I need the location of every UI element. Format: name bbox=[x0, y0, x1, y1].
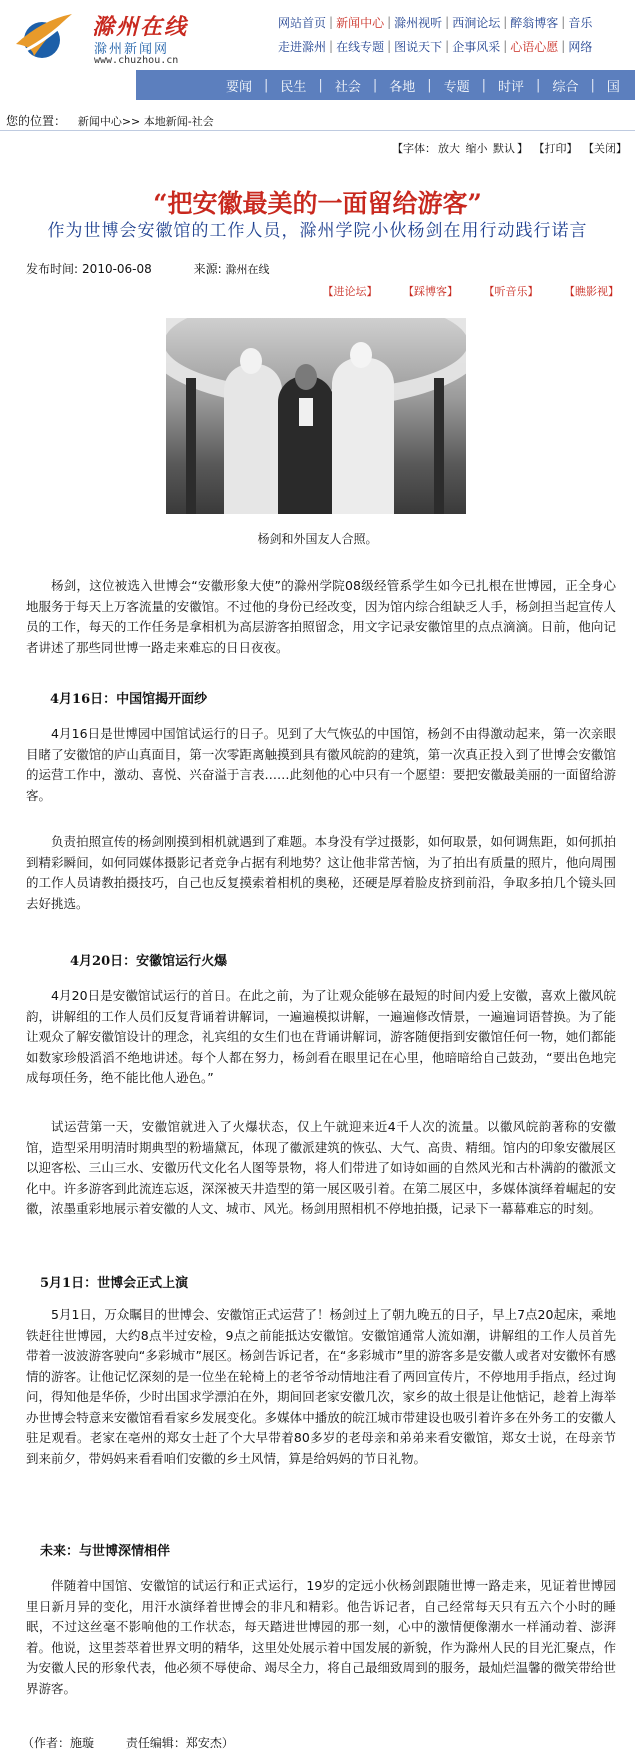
topnav-link-chuzhou[interactable]: 走进滁州 bbox=[278, 39, 327, 54]
mainnav-item-headlines[interactable]: 要闻 bbox=[226, 79, 253, 95]
paragraph-future: 伴随着中国馆、安徽馆的试运行和正式运行，19岁的定远小伙杨剑跟随世博一路走来，见证着世博园里日新月异的变化，用汗水演绎着世博会的非凡和精彩。他告诉记者，自己经常每天只有五六个小时的睡眠，不过这丝毫不影响他的工作状态，每天踏进世博园的那一刻，心中的激情便像潮水一样涌动着、澎湃着。他说，这里荟萃着世界文明的精华，这里处处展示着中国发展的新貌，作为滁州人民的目光汇聚点，作为安徽人民的形象代表，他必须不辱使命、竭尽全力，将自己最细致周到的服务，最灿烂温馨的微笑带给世界游客。 bbox=[26, 1578, 616, 1696]
related-link-forum[interactable]: 【进论坛】 bbox=[322, 285, 378, 298]
section-heading-future: 未来：与世博深情相伴 bbox=[40, 1544, 171, 1559]
source-value: 滁州在线 bbox=[225, 263, 270, 276]
article-meta bbox=[26, 260, 270, 277]
section-heading-may1: 5月1日：世博会正式上演 bbox=[40, 1276, 189, 1291]
paragraph-intro: 杨剑，这位被选入世博会“安徽形象大使”的滁州学院08级经管系学生如今已扎根在世博园，正全身心地服务于每天上万客流量的安徽馆。不过他的身份已经改变，因为馆内综合组缺乏人手，杨剑担当起宣传人员的工作，每天的工作任务是拿相机为高层游客拍照留念，用文字记录安徽馆里的点点滴滴。日前，他向记者讲述了那些同世博一路走来难忘的日日夜夜。 bbox=[26, 578, 616, 655]
related-links bbox=[301, 283, 620, 299]
site-logo[interactable] bbox=[8, 4, 188, 66]
topnav-link-music[interactable]: 音乐 bbox=[568, 15, 593, 30]
mainnav-item-society[interactable]: 社会 bbox=[334, 79, 361, 95]
font-size-label: 【字体： bbox=[392, 142, 436, 155]
topnav-link-forum[interactable]: 西涧论坛 bbox=[452, 15, 501, 30]
font-default-button[interactable]: 默认 bbox=[493, 142, 515, 155]
mainnav-item-general[interactable]: 综合 bbox=[552, 79, 579, 95]
breadcrumb-divider bbox=[0, 130, 635, 131]
paragraph-apr20-1: 4月20日是安徽馆试运行的首日。在此之前，为了让观众能够在最短的时间内爱上安徽，喜欢上徽风皖韵，讲解组的工作人员们反复背诵着讲解词，一遍遍模拟讲解，一遍遍修改情景，一遍遍词语替换。为了能让观众了解安徽馆设计的理念，礼宾组的女生们也在背诵讲解词，游客随便指到安徽馆任何一物，她们都能如数家珍般滔滔不绝地讲述。每个人都在努力，杨剑看在眼里记在心里，他暗暗给自己鼓劲，“要出色地完成每项任务，绝不能比他人逊色。” bbox=[26, 988, 616, 1085]
related-link-blog[interactable]: 【踩博客】 bbox=[403, 285, 458, 298]
paragraph-apr16-1: 4月16日是世博园中国馆试运行的日子。见到了大气恢弘的中国馆，杨剑不由得激动起来，第一次亲眼目睹了安徽馆的庐山真面目，第一次零距离触摸到具有徽风皖韵的建筑，第一次真正投入到了世博会安徽馆的运营工作中，激动、喜悦、兴奋溢于言表……此刻他的心中只有一个愿望：要把安徽最美丽的一面留给游客。 bbox=[26, 726, 616, 803]
article-tools bbox=[390, 140, 627, 156]
article-title: “把安徽最美的一面留给游客” bbox=[153, 189, 482, 218]
logo-url: www.chuzhou.cn bbox=[94, 55, 179, 66]
topnav-link-topics[interactable]: 在线专题 bbox=[336, 39, 385, 54]
topnav-link-news[interactable]: 新闻中心 bbox=[336, 15, 385, 30]
logo-title: 滁州在线 bbox=[92, 14, 189, 40]
source-label: 来源: bbox=[193, 262, 222, 276]
topnav-link-network[interactable]: 网络 bbox=[568, 39, 593, 54]
topnav-link-home[interactable]: 网站首页 bbox=[278, 15, 327, 30]
paragraph-apr16-2: 负责拍照宣传的杨剑刚摸到相机就遇到了难题。本身没有学过摄影，如何取景，如何调焦距，如何抓拍到精彩瞬间，如何同媒体摄影记者竞争占据有利地势？这让他非常苦恼，为了拍出有质量的照片，他向周围的工作人员请教拍摄技巧，自己也反复摸索着相机的奥秘，还硬是厚着脸皮挤到前沿，争取多拍几个镜头回去好挑选。 bbox=[26, 834, 616, 911]
font-size-close: 】 bbox=[517, 142, 528, 155]
close-button[interactable]: 【关闭】 bbox=[583, 142, 627, 155]
paragraph-may1: 5月1日，万众瞩目的世博会、安徽馆正式运营了！杨剑过上了朝九晚五的日子，早上7点20起床，乘地铁赶往世博园，大约8点半过安检，9点之前能抵达安徽馆。安徽馆通常人流如潮，讲解组的工作人员首先带着一波波游客驶向“多彩城市”展区。杨剑告诉记者，在“多彩城市”里的游客多是安徽人或者对安徽怀有感情的游客。让他记忆深刻的是一位坐在轮椅上的老爷爷动情地注看了两回宣传片，不停地用手指点，经过询问，得知他是华侨，少时出国求学漂泊在外，期间回老家安徽几次，家乡的故土很是让他惦记，趁着上海举办世博会特意来安徽馆看看家乡发展变化。多媒体中播放的皖江城市带建设也吸引着许多在外务工的安徽人驻足观看。老家在亳州的郑女士赶了个大早带着80多岁的老母亲和弟弟来看安徽馆，郑女士说，在母亲节到来前夕，带妈妈来看看咱们安徽的乡土风情，算是给妈妈的节日礼物。 bbox=[26, 1307, 616, 1466]
print-button[interactable]: 【打印】 bbox=[533, 142, 578, 155]
article-subtitle: 作为世博会安徽馆的工作人员，滁州学院小伙杨剑在用行动践行诺言 bbox=[47, 221, 588, 241]
font-enlarge-button[interactable]: 放大 bbox=[438, 142, 460, 155]
related-link-video[interactable]: 【瞧影视】 bbox=[564, 285, 619, 298]
mainnav-item-livelihood[interactable]: 民生 bbox=[280, 79, 307, 95]
main-nav: 要闻 | 民生 | 社会 | 各地 | 专题 | 时评 | 综合 | 国 bbox=[136, 70, 635, 100]
topnav-link-wishes[interactable]: 心语心愿 bbox=[510, 39, 559, 54]
photo-caption: 杨剑和外国友人合照。 bbox=[257, 532, 378, 546]
logo-emblem-icon bbox=[12, 10, 74, 62]
site-header bbox=[0, 0, 635, 70]
related-link-music[interactable]: 【听音乐】 bbox=[483, 285, 539, 298]
mainnav-item-topics[interactable]: 专题 bbox=[443, 79, 470, 95]
topnav-link-world[interactable]: 图说天下 bbox=[394, 39, 443, 54]
mainnav-item-regions[interactable]: 各地 bbox=[389, 79, 416, 95]
topnav-link-blog[interactable]: 醉翁博客 bbox=[510, 15, 559, 30]
article-footer bbox=[22, 1734, 234, 1751]
logo-subtitle: 滁州新闻网 bbox=[94, 42, 170, 57]
top-nav-row-2: 走进滁州 | 在线专题 | 图说天下 | 企事风采 | 心语心愿 | 网络 bbox=[278, 39, 593, 54]
topnav-link-media[interactable]: 滁州视听 bbox=[394, 15, 443, 30]
font-shrink-button[interactable]: 缩小 bbox=[465, 142, 488, 155]
top-nav bbox=[278, 10, 635, 58]
paragraph-apr20-2: 试运营第一天，安徽馆就进入了火爆状态，仅上午就迎来近4千人次的流量。以徽风皖韵著称的安徽馆，造型采用明清时期典型的粉墙黛瓦，体现了徽派建筑的恢弘、大气、高贵、精细。馆内的印象安徽展区以迎客松、三山三水、安徽历代文化名人图等景物，将人们带进了如诗如画的自然风光和古朴满韵的徽派文化中。许多游客到此流连忘返，深深被天井造型的第一展区吸引着。在第二展区中，多媒体演绎着崛起的安徽，浓墨重彩地展示着安徽的人文、城市、风光。杨剑用照相机不停地拍摄，记录下一幕幕难忘的时刻。 bbox=[26, 1119, 616, 1216]
breadcrumb-path[interactable]: 新闻中心>> 本地新闻-社会 bbox=[77, 115, 214, 128]
editor: 责任编辑：郑安杰） bbox=[125, 1736, 234, 1750]
topnav-link-enterprise[interactable]: 企事风采 bbox=[452, 39, 501, 54]
section-heading-apr20: 4月20日：安徽馆运行火爆 bbox=[70, 954, 228, 969]
section-heading-apr16: 4月16日：中国馆揭开面纱 bbox=[50, 692, 208, 707]
article-photo bbox=[166, 318, 466, 514]
publish-date: 2010-06-08 bbox=[82, 262, 152, 276]
mainnav-item-commentary[interactable]: 时评 bbox=[498, 79, 525, 95]
author: （作者：施璇 bbox=[22, 1736, 95, 1750]
breadcrumb bbox=[6, 112, 214, 129]
date-label: 发布时间: bbox=[26, 262, 79, 276]
mainnav-item-international[interactable]: 国 bbox=[606, 79, 620, 95]
breadcrumb-label: 您的位置： bbox=[6, 114, 67, 128]
top-nav-row-1: 网站首页 | 新闻中心 | 滁州视听 | 西涧论坛 | 醉翁博客 | 音乐 bbox=[278, 15, 593, 30]
